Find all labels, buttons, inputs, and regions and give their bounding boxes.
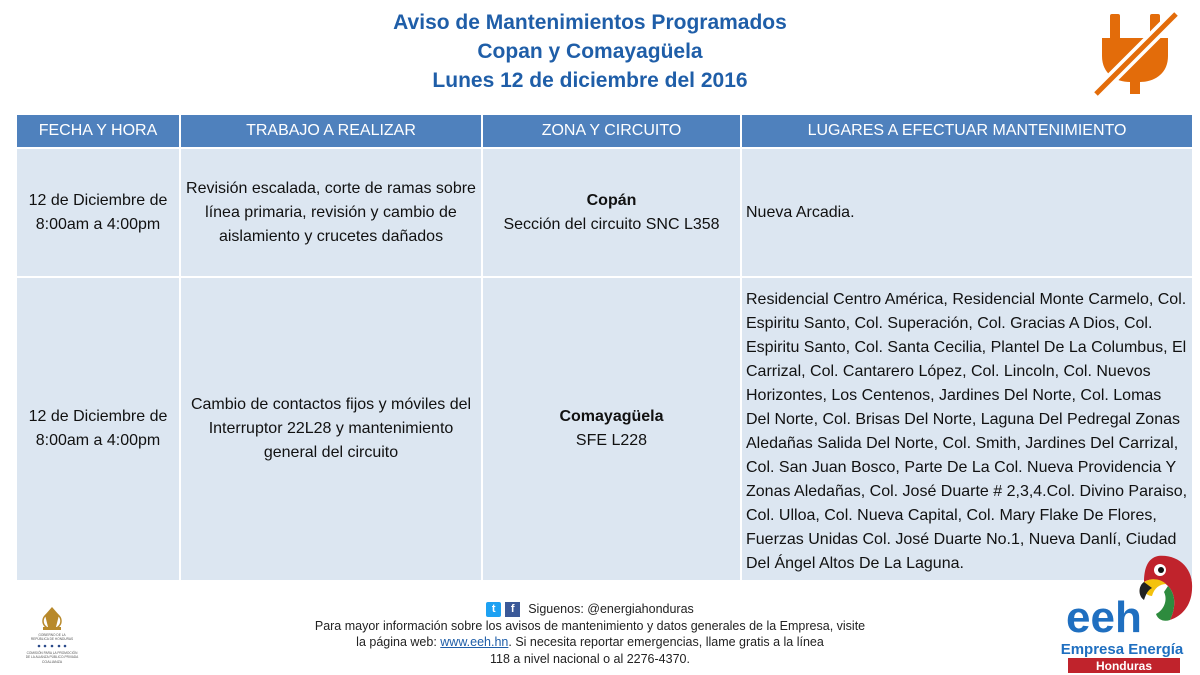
header-work: TRABAJO A REALIZAR bbox=[180, 114, 482, 148]
social-links bbox=[486, 601, 694, 618]
zone-cell bbox=[482, 148, 741, 277]
work-cell: Cambio de contactos fijos y móviles del Interruptor 22L28 y mantenimiento general del circuito bbox=[180, 277, 482, 581]
header-date-time: FECHA Y HORA bbox=[16, 114, 180, 148]
header-places: LUGARES A EFECTUAR MANTENIMIENTO bbox=[741, 114, 1193, 148]
footer-line-3: 118 a nivel nacional o al 2276-4370. bbox=[490, 651, 690, 666]
gov-logo-line-3: COMISIÓN PARA LA PROMOCIÓN bbox=[26, 651, 78, 655]
places-cell: Nueva Arcadia. bbox=[741, 148, 1193, 277]
date-cell: 12 de Diciembre de 8:00am a 4:00pm bbox=[16, 277, 180, 581]
footer-line-2-prefix: la página web: bbox=[356, 635, 441, 650]
parrot-logo bbox=[1140, 556, 1193, 621]
zone-name: Comayagüela bbox=[559, 408, 664, 425]
title-line-3: Lunes 12 de diciembre del 2016 bbox=[432, 69, 748, 92]
date-cell: 12 de Diciembre de 8:00am a 4:00pm bbox=[16, 148, 180, 277]
header-zone-circuit: ZONA Y CIRCUITO bbox=[482, 114, 741, 148]
website-link[interactable]: www.eeh.hn bbox=[440, 635, 509, 650]
title-line-2: Copan y Comayagüela bbox=[477, 40, 703, 63]
zone-name: Copán bbox=[586, 191, 637, 209]
zone-cell bbox=[482, 277, 741, 581]
table-row bbox=[16, 148, 1193, 277]
table-header-row bbox=[16, 114, 1193, 148]
footer-line-1: Para mayor información sobre los avisos de mantenimiento y datos generales de la Empresa, visite bbox=[314, 618, 866, 633]
gov-logo-line-1: GOBIERNO DE LA bbox=[38, 633, 66, 637]
unplug-icon bbox=[1090, 8, 1180, 98]
eeh-company-logo bbox=[1060, 550, 1195, 675]
table-row bbox=[16, 277, 1193, 581]
twitter-icon[interactable]: t bbox=[486, 602, 501, 617]
title-line-1: Aviso de Mantenimientos Programados bbox=[393, 11, 787, 34]
gov-logo-line-2: REPÚBLICA DE HONDURAS bbox=[30, 637, 74, 641]
social-handle: Siguenos: @energiahonduras bbox=[528, 602, 694, 617]
gov-logo-line-5: COALIANZA bbox=[41, 660, 63, 664]
footer-line-2-suffix: . Si necesita reportar emergencias, llame gratis a la línea bbox=[508, 635, 824, 650]
gov-logo-line-4: DE LA ALIANZA PÚBLICO-PRIVADA bbox=[25, 655, 79, 659]
eeh-company-name: Empresa Energía bbox=[1060, 641, 1184, 658]
eeh-country: Honduras bbox=[1095, 659, 1153, 673]
circuit-name: SFE L228 bbox=[575, 432, 648, 449]
government-coalianza-logo bbox=[12, 605, 92, 675]
footer-info bbox=[280, 600, 900, 667]
places-cell: Residencial Centro América, Residencial Monte Carmelo, Col. Espiritu Santo, Col. Superación, Col. Gracias A Dios, Col. Espiritu Santo, Col. Santa Cecilia, Plantel De La Columbus, El Carrizal, Col. Cantarero López, Col. Lincoln, Col. Nuevos Horizontes, Los Centenos, Jardines Del Norte, Col. Lomas Del Norte, Col. Brisas Del Norte, Laguna Del Pedregal Zonas Aledañas Salida Del Norte, Col. Smith, Jardines Del Carrizal, Col. San Juan Bosco, Parte De La Col. Nueva Providencia Y Zonas Aledañas, Col. José Duarte # 2,3,4.Col. Divino Paraiso, Col. Ulloa, Col. Nueva Capital, Col. Mary Flake De Flores, Fuerzas Unidas Col. José Duarte No.1, Nueva Danlí, Ciudad Del Ángel Altos De La Laguna. bbox=[741, 277, 1193, 581]
eeh-wordmark: eeh bbox=[1066, 593, 1142, 642]
facebook-icon[interactable]: f bbox=[505, 602, 520, 617]
maintenance-table bbox=[15, 113, 1194, 582]
footer-line-2 bbox=[280, 634, 900, 651]
circuit-name: Sección del circuito SNC L358 bbox=[503, 215, 720, 233]
work-cell: Revisión escalada, corte de ramas sobre línea primaria, revisión y cambio de aislamiento y crucetes dañados bbox=[180, 148, 482, 277]
notice-title bbox=[300, 8, 880, 95]
